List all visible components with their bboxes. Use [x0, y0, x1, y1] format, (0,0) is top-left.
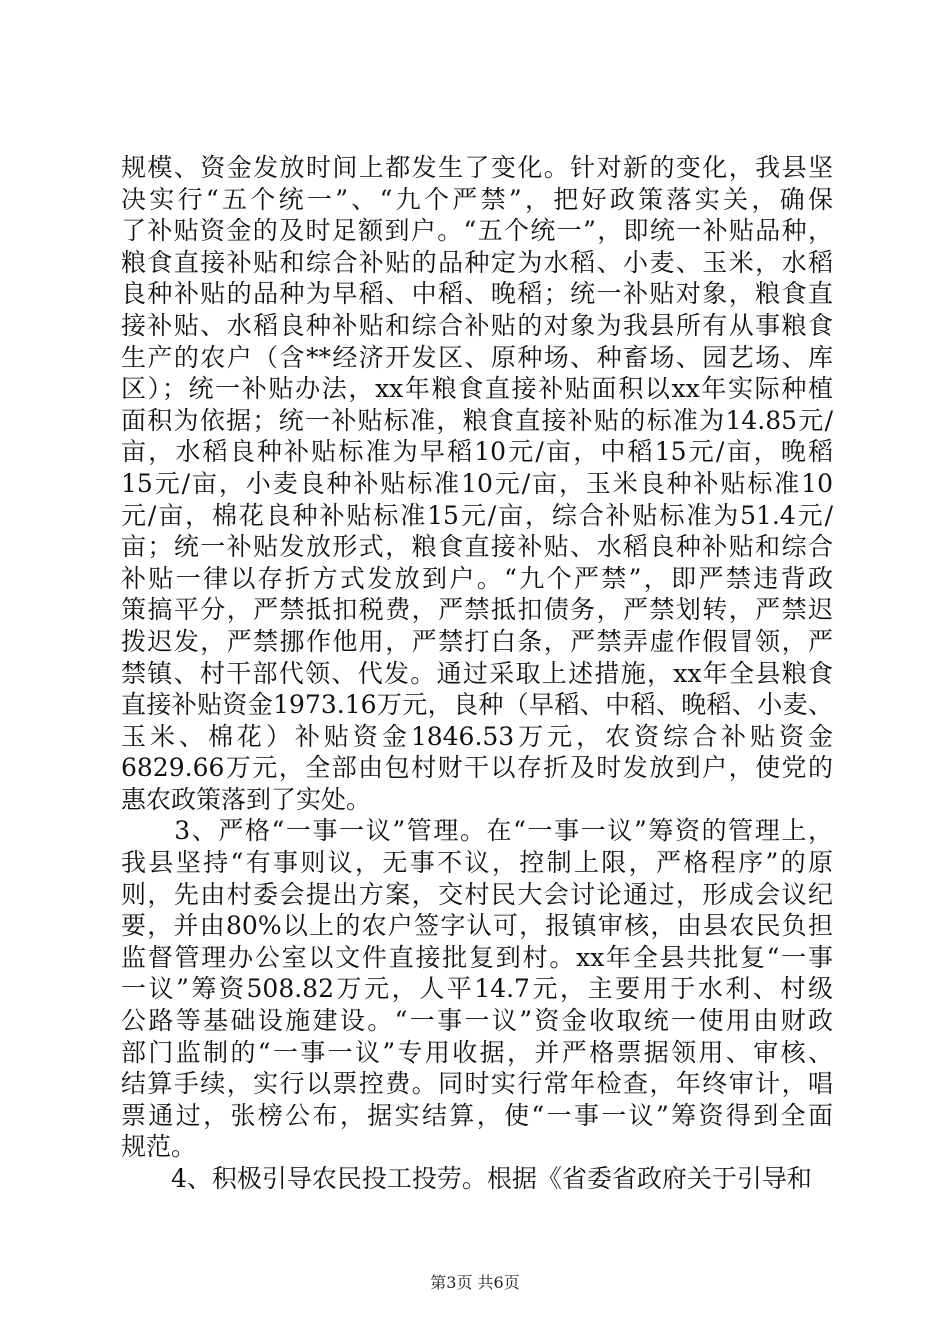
text-line: 结算手续，实行以票控费。同时实行常年检查，年终审计，唱 — [121, 1069, 833, 1099]
text-line: 15元/亩，小麦良种补贴标准10元/亩，玉米良种补贴标准10 — [121, 468, 833, 498]
text-line: 决实行“五个统一”、“九个严禁”，把好政策落实关，确保 — [121, 184, 833, 214]
text-line: 接补贴、水稻良种补贴和综合补贴的对象为我县所有从事粮食 — [121, 310, 833, 340]
text-line: 3、严格“一事一议”管理。在“一事一议”筹资的管理上， — [121, 816, 833, 846]
text-line: 拨迟发，严禁挪作他用，严禁打白条，严禁弄虚作假冒领，严 — [121, 626, 833, 656]
text-line: 监督管理办公室以文件直接批复到村。xx年全县共批复“一事 — [121, 942, 833, 972]
text-line: 票通过，张榜公布，据实结算，使“一事一议”筹资得到全面 — [121, 1100, 833, 1130]
text-line: 公路等基础设施建设。“一事一议”资金收取统一使用由财政 — [121, 1006, 833, 1036]
text-line: 规范。 — [121, 1132, 197, 1162]
text-line: 部门监制的“一事一议”专用收据，并严格票据领用、审核、 — [121, 1037, 833, 1067]
text-line: 亩，水稻良种补贴标准为早稻10元/亩，中稻15元/亩，晚稻 — [121, 437, 833, 467]
text-line: 一议”筹资508.82万元，人平14.7元，主要用于水利、村级 — [121, 974, 833, 1004]
text-line: 良种补贴的品种为早稻、中稻、晚稻；统一补贴对象，粮食直 — [121, 279, 833, 309]
text-line: 6829.66万元，全部由包村财干以存折及时发放到户，使党的 — [121, 753, 833, 783]
text-line: 直接补贴资金1973.16万元，良种（早稻、中稻、晚稻、小麦、 — [121, 690, 833, 720]
text-line: 4、积极引导农民投工投劳。根据《省委省政府关于引导和 — [121, 1164, 812, 1193]
text-line: 亩；统一补贴发放形式，粮食直接补贴、水稻良种补贴和综合 — [121, 532, 833, 562]
text-line: 要，并由80%以上的农户签字认可，报镇审核，由县农民负担 — [121, 911, 833, 941]
text-line: 生产的农户（含**经济开发区、原种场、种畜场、园艺场、库 — [121, 342, 833, 372]
text-line: 补贴一律以存折方式发放到户。“九个严禁”，即严禁违背政 — [121, 563, 833, 593]
page-footer: 第3页 共6页 — [430, 1273, 520, 1292]
body-text — [121, 152, 833, 1195]
text-line: 粮食直接补贴和综合补贴的品种定为水稻、小麦、玉米，水稻 — [121, 247, 833, 277]
text-line: 面积为依据；统一补贴标准，粮食直接补贴的标准为14.85元/ — [121, 405, 833, 435]
text-line: 玉米、棉花）补贴资金1846.53万元，农资综合补贴资金 — [121, 721, 833, 751]
text-line: 惠农政策落到了实处。 — [121, 784, 372, 814]
text-line: 元/亩，棉花良种补贴标准15元/亩，综合补贴标准为51.4元/ — [121, 500, 833, 530]
text-line: 了补贴资金的及时足额到户。“五个统一”，即统一补贴品种， — [121, 216, 833, 246]
text-line: 禁镇、村干部代领、代发。通过采取上述措施，xx年全县粮食 — [121, 658, 833, 688]
text-line: 我县坚持“有事则议，无事不议，控制上限，严格程序”的原 — [121, 848, 833, 878]
text-line: 则，先由村委会提出方案，交村民大会讨论通过，形成会议纪 — [121, 879, 833, 909]
text-line: 规模、资金发放时间上都发生了变化。针对新的变化，我县坚 — [121, 153, 833, 182]
text-line: 区）；统一补贴办法，xx年粮食直接补贴面积以xx年实际种植 — [121, 374, 833, 404]
text-line: 策搞平分，严禁抵扣税费，严禁抵扣债务，严禁划转，严禁迟 — [121, 595, 833, 625]
